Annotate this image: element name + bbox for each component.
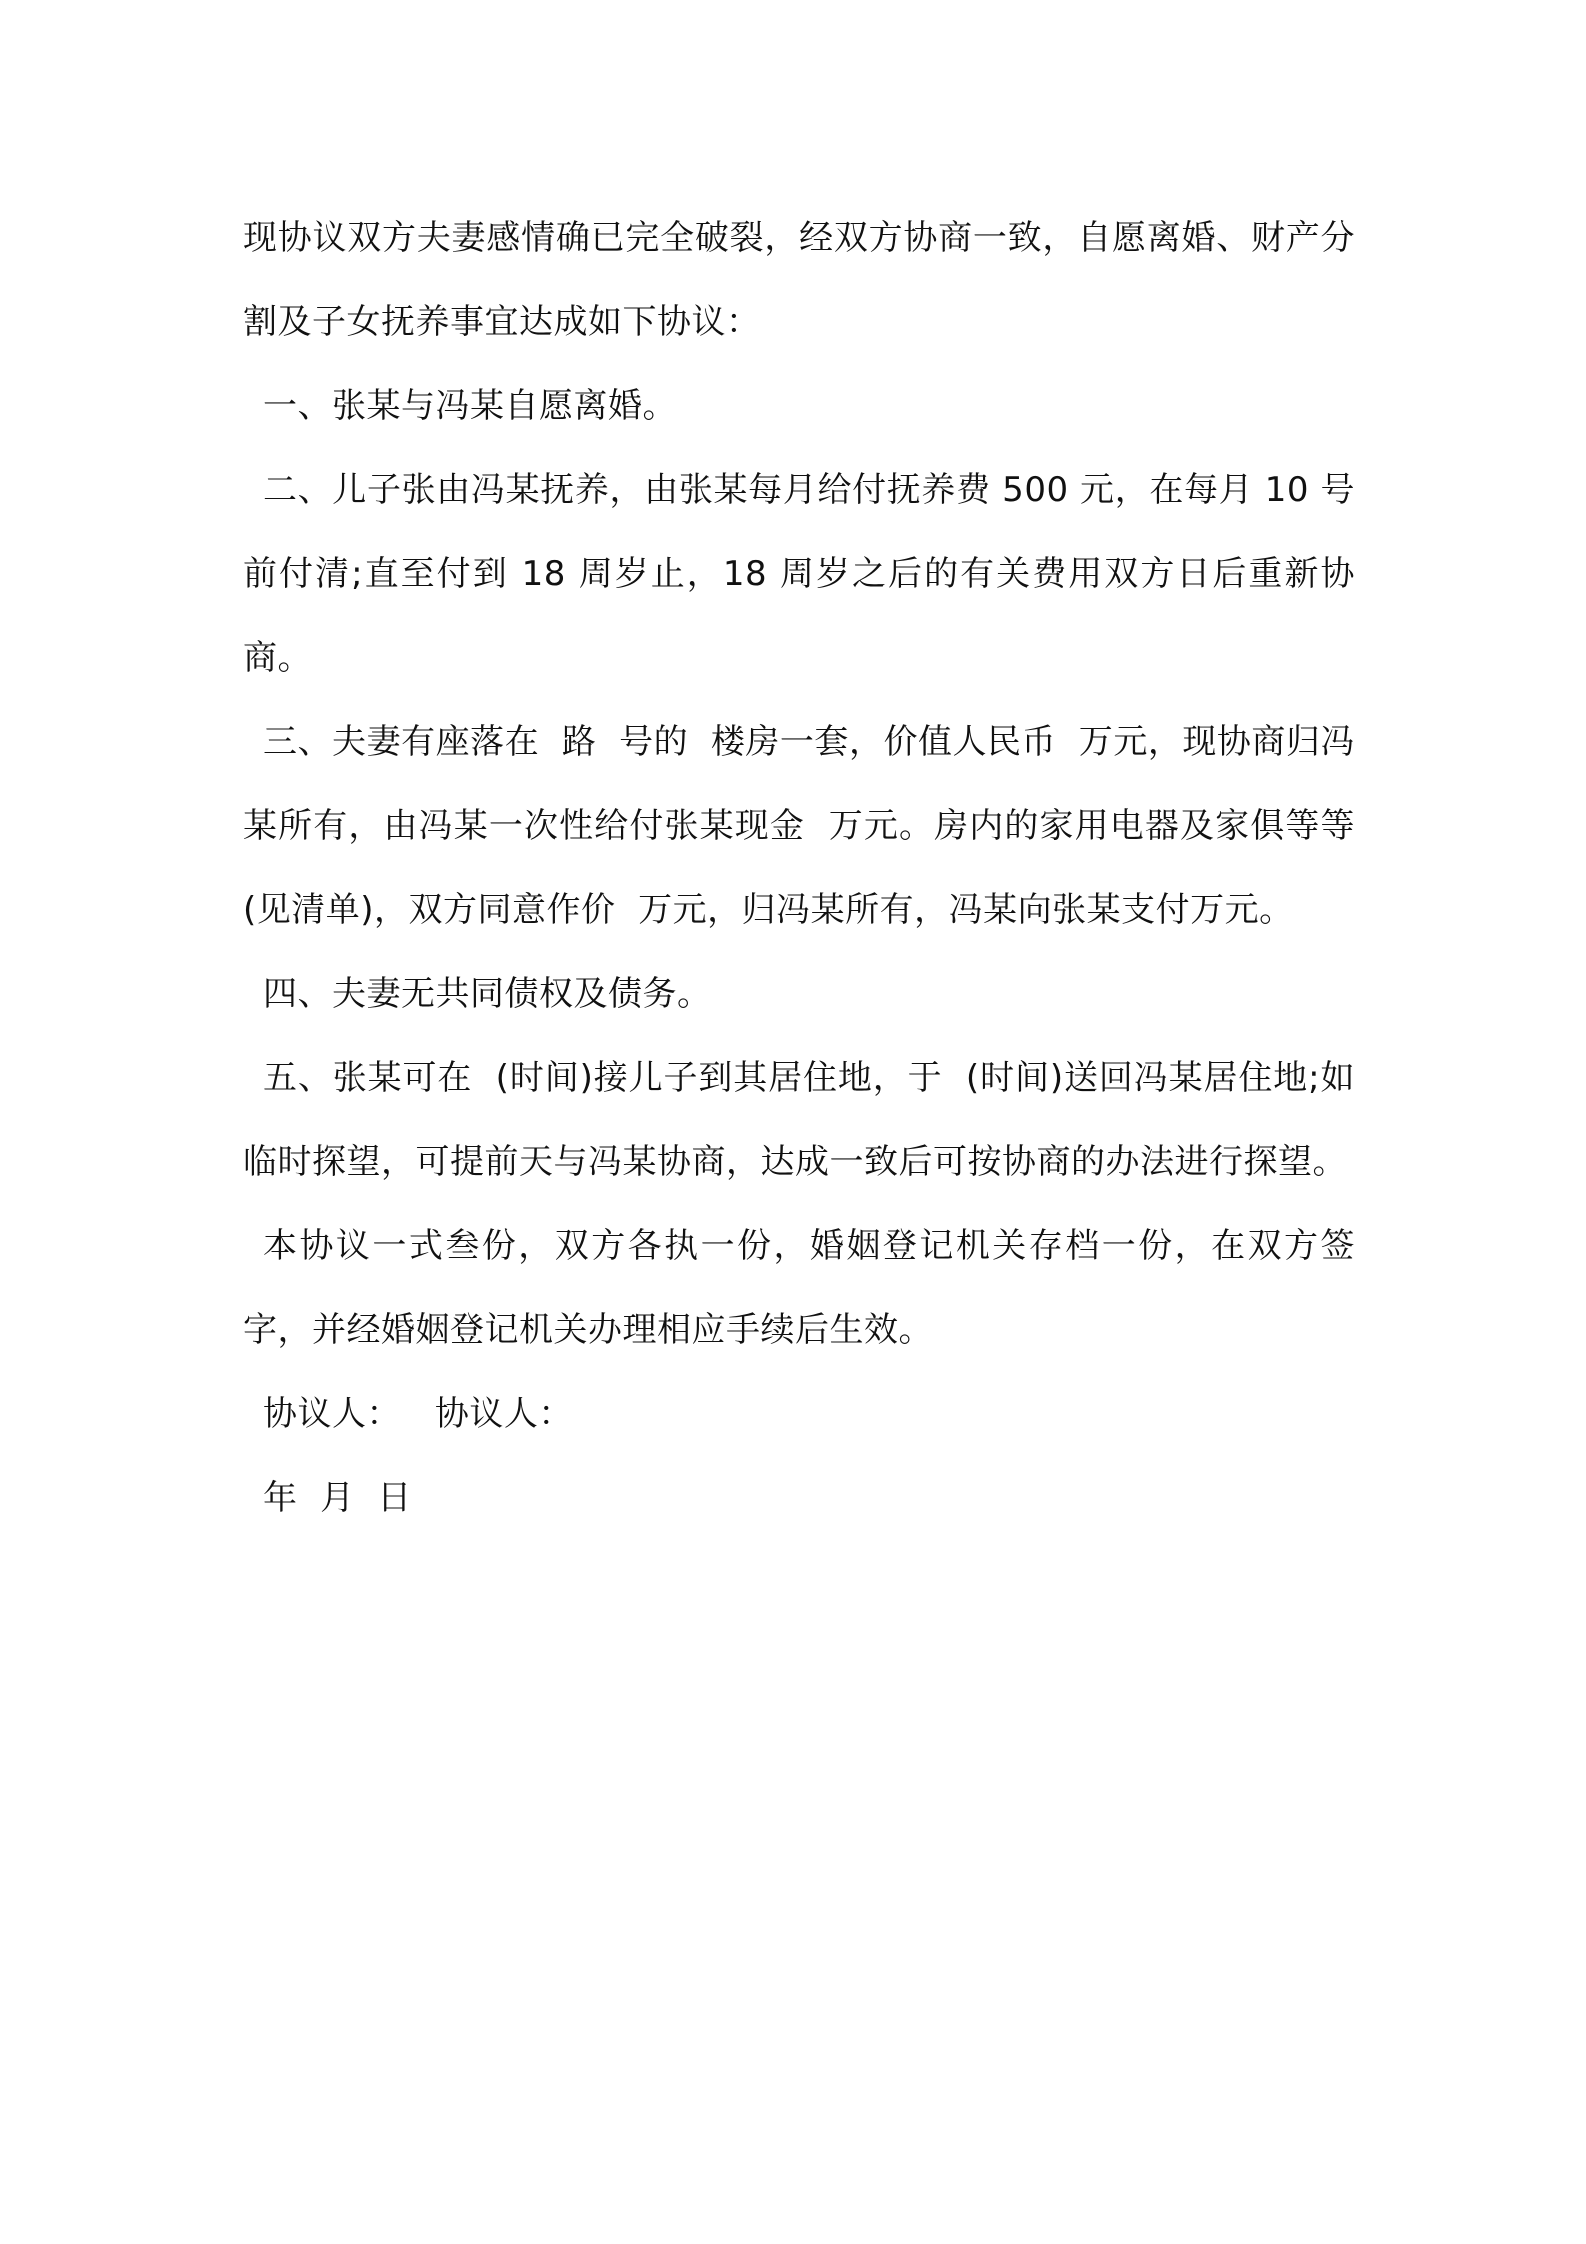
clause-2: 二、儿子张由冯某抚养，由张某每月给付抚养费 500 元，在每月 10 号前付清;直至付到 18 周岁止，18 周岁之后的有关费用双方日后重新协商。 <box>243 470 1355 678</box>
clause-3: 三、夫妻有座落在 路 号的 楼房一套，价值人民币 万元，现协商归冯某所有，由冯某一次性给付张某现金 万元。房内的家用电器及家俱等等(见清单)，双方同意作价 万元，归冯某所有，冯某向张某支付万元。 <box>243 722 1355 930</box>
clause-4: 四、夫妻无共同债权及债务。 <box>263 974 712 1014</box>
clause-1: 一、张某与冯某自愿离婚。 <box>263 386 677 426</box>
signature-line: 协议人： 协议人： <box>263 1394 573 1434</box>
date-line: 年 月 日 <box>263 1478 412 1518</box>
closing-paragraph: 本协议一式叁份，双方各执一份，婚姻登记机关存档一份，在双方签字，并经婚姻登记机关办理相应手续后生效。 <box>243 1226 1355 1350</box>
document-body <box>243 196 1355 1540</box>
clause-5: 五、张某可在 (时间)接儿子到其居住地，于 (时间)送回冯某居住地;如临时探望，可提前天与冯某协商，达成一致后可按协商的办法进行探望。 <box>243 1058 1355 1182</box>
intro-paragraph: 现协议双方夫妻感情确已完全破裂，经双方协商一致，自愿离婚、财产分割及子女抚养事宜达成如下协议： <box>243 218 1355 342</box>
